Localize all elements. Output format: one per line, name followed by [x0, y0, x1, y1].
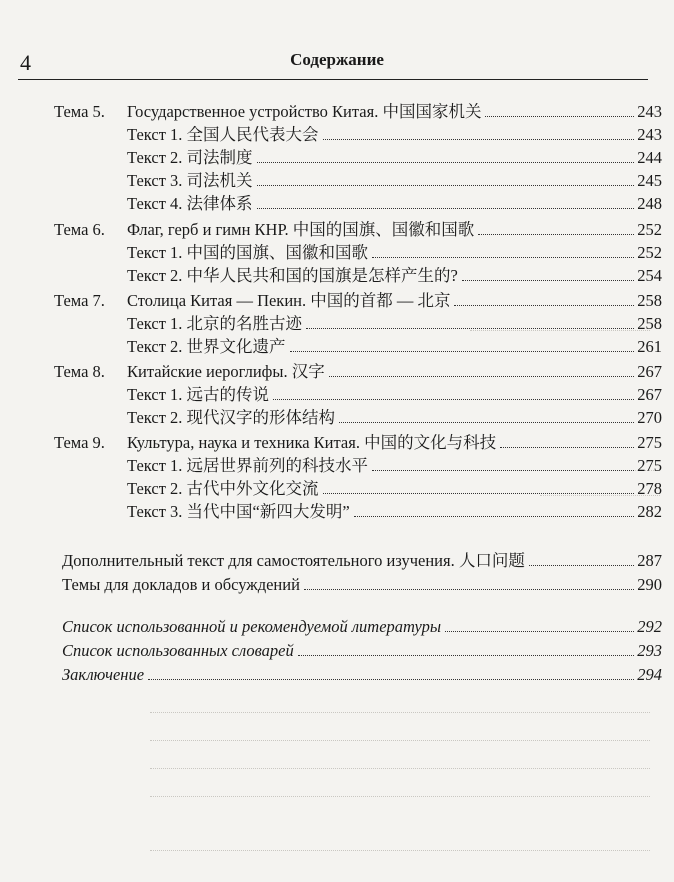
toc-entry-label: [127, 333, 288, 357]
toc-entry-title: Текст 1. 远居世界前列的科技水平: [127, 456, 369, 475]
toc-entry: [127, 331, 662, 357]
toc-entry-title: Текст 1. 北京的名胜古迹: [127, 314, 303, 333]
dot-leader: [445, 631, 634, 632]
dot-leader: [323, 139, 635, 140]
toc-entry-title: Темы для докладов и обсуждений: [62, 575, 300, 594]
dot-leader: [529, 565, 634, 566]
toc-entry-title: Текст 1. 全国人民代表大会: [127, 125, 319, 144]
dot-leader: [372, 470, 634, 471]
dot-leader: [478, 234, 634, 235]
dot-leader: [306, 328, 634, 329]
toc-topic-number: Тема 6.: [54, 220, 105, 239]
dot-leader: [500, 447, 634, 448]
toc-entry: [62, 569, 662, 595]
toc-page-number: 287: [637, 551, 662, 570]
toc-page-number: 267: [637, 385, 662, 404]
toc-page-number: 282: [637, 502, 662, 521]
toc-page-number: 293: [637, 641, 662, 660]
toc-page-number: 290: [637, 575, 662, 594]
toc-entry-label: [62, 641, 296, 661]
toc-page-number: 258: [637, 291, 662, 310]
toc-entry-title: Текст 2. 中华人民共和国的国旗是怎样产生的?: [127, 266, 458, 285]
dot-leader: [148, 679, 634, 680]
toc-entry-title: Текст 2. 世界文化遗产: [127, 337, 286, 356]
toc-page-number: 258: [637, 314, 662, 333]
toc-entry-label: [62, 547, 527, 571]
toc-entry-title: Текст 3. 当代中国“新四大发明”: [127, 502, 350, 521]
toc-page-number: 254: [637, 266, 662, 285]
toc-page-number: 252: [637, 220, 662, 239]
toc-entry-label: [127, 190, 255, 214]
toc-entry-label: [127, 404, 337, 428]
dot-leader: [329, 376, 635, 377]
toc-entry-title: Китайские иероглифы. 汉字: [127, 362, 325, 381]
toc-topic-number: Тема 5.: [54, 102, 105, 121]
dot-leader: [290, 351, 635, 352]
dot-leader: [257, 208, 635, 209]
toc-page-number: 267: [637, 362, 662, 381]
dot-leader: [257, 162, 635, 163]
toc-entry: [62, 611, 662, 637]
dot-leader: [354, 516, 635, 517]
toc-entry: [127, 402, 662, 428]
toc-entry: [62, 545, 662, 571]
toc-entry-label: [62, 617, 443, 637]
dot-leader: [485, 116, 634, 117]
toc-entry-label: [127, 498, 352, 522]
toc-entry-title: Заключение: [62, 665, 145, 684]
toc-entry: [127, 496, 662, 522]
toc-topic-number: Тема 9.: [54, 433, 105, 452]
toc-entry: [127, 260, 662, 286]
toc-page-number: 243: [637, 125, 662, 144]
toc-entry-title: Дополнительный текст для самостоятельного изучения. 人口问题: [62, 551, 525, 570]
toc-page-number: 275: [637, 433, 662, 452]
toc-page-number: 243: [637, 102, 662, 121]
toc-entry-title: Текст 1. 远古的传说: [127, 385, 270, 404]
dot-leader: [462, 280, 634, 281]
header-rule: [18, 79, 648, 80]
toc-entry-title: Столица Китая — Пекин. 中国的首都 — 北京: [127, 291, 451, 310]
toc-page-number: 261: [637, 337, 662, 356]
page-header: [0, 0, 674, 84]
toc-page-number: 294: [637, 665, 662, 684]
toc-entry-title: Культура, наука и техника Китая. 中国的文化与科技: [127, 433, 497, 452]
toc-page-number: 245: [637, 171, 662, 190]
dot-leader: [339, 422, 634, 423]
dot-leader: [273, 399, 634, 400]
toc-entry-title: Текст 2. 现代汉字的形体结构: [127, 408, 336, 427]
toc-topic-number: Тема 8.: [54, 362, 105, 381]
toc-entry-title: Текст 2. 古代中外文化交流: [127, 479, 319, 498]
toc-entry: [127, 188, 662, 214]
dot-leader: [323, 493, 635, 494]
toc-entry-title: Текст 3. 司法机关: [127, 171, 253, 190]
running-title: Содержание: [290, 50, 384, 69]
toc-entry: [62, 635, 662, 661]
toc-entry-label: [62, 575, 302, 595]
toc-page-number: 275: [637, 456, 662, 475]
page-number: 4: [20, 50, 31, 75]
toc-entry-title: Государственное устройство Китая. 中国国家机关: [127, 102, 482, 121]
toc-entry-title: Текст 2. 司法制度: [127, 148, 253, 167]
toc-entry: [62, 659, 662, 685]
toc-entry-title: Текст 1. 中国的国旗、国徽和国歌: [127, 243, 369, 262]
dot-leader: [304, 589, 634, 590]
toc-entry-label: [127, 262, 460, 286]
toc-page-number: 252: [637, 243, 662, 262]
toc-page-number: 270: [637, 408, 662, 427]
toc-entry-title: Текст 4. 法律体系: [127, 194, 253, 213]
toc-page-number: 292: [637, 617, 662, 636]
dot-leader: [454, 305, 634, 306]
dot-leader: [298, 655, 635, 656]
dot-leader: [257, 185, 635, 186]
toc-entry-title: Флаг, герб и гимн КНР. 中国的国旗、国徽和国歌: [127, 220, 475, 239]
toc-page-number: 278: [637, 479, 662, 498]
toc-entry-title: Список использованной и рекомендуемой литературы: [62, 617, 442, 636]
toc-page-number: 244: [637, 148, 662, 167]
dot-leader: [372, 257, 634, 258]
toc-page-number: 248: [637, 194, 662, 213]
toc-topic-number: Тема 7.: [54, 291, 105, 310]
toc-entry-title: Список использованных словарей: [62, 641, 294, 660]
toc-entry-label: [62, 665, 146, 685]
